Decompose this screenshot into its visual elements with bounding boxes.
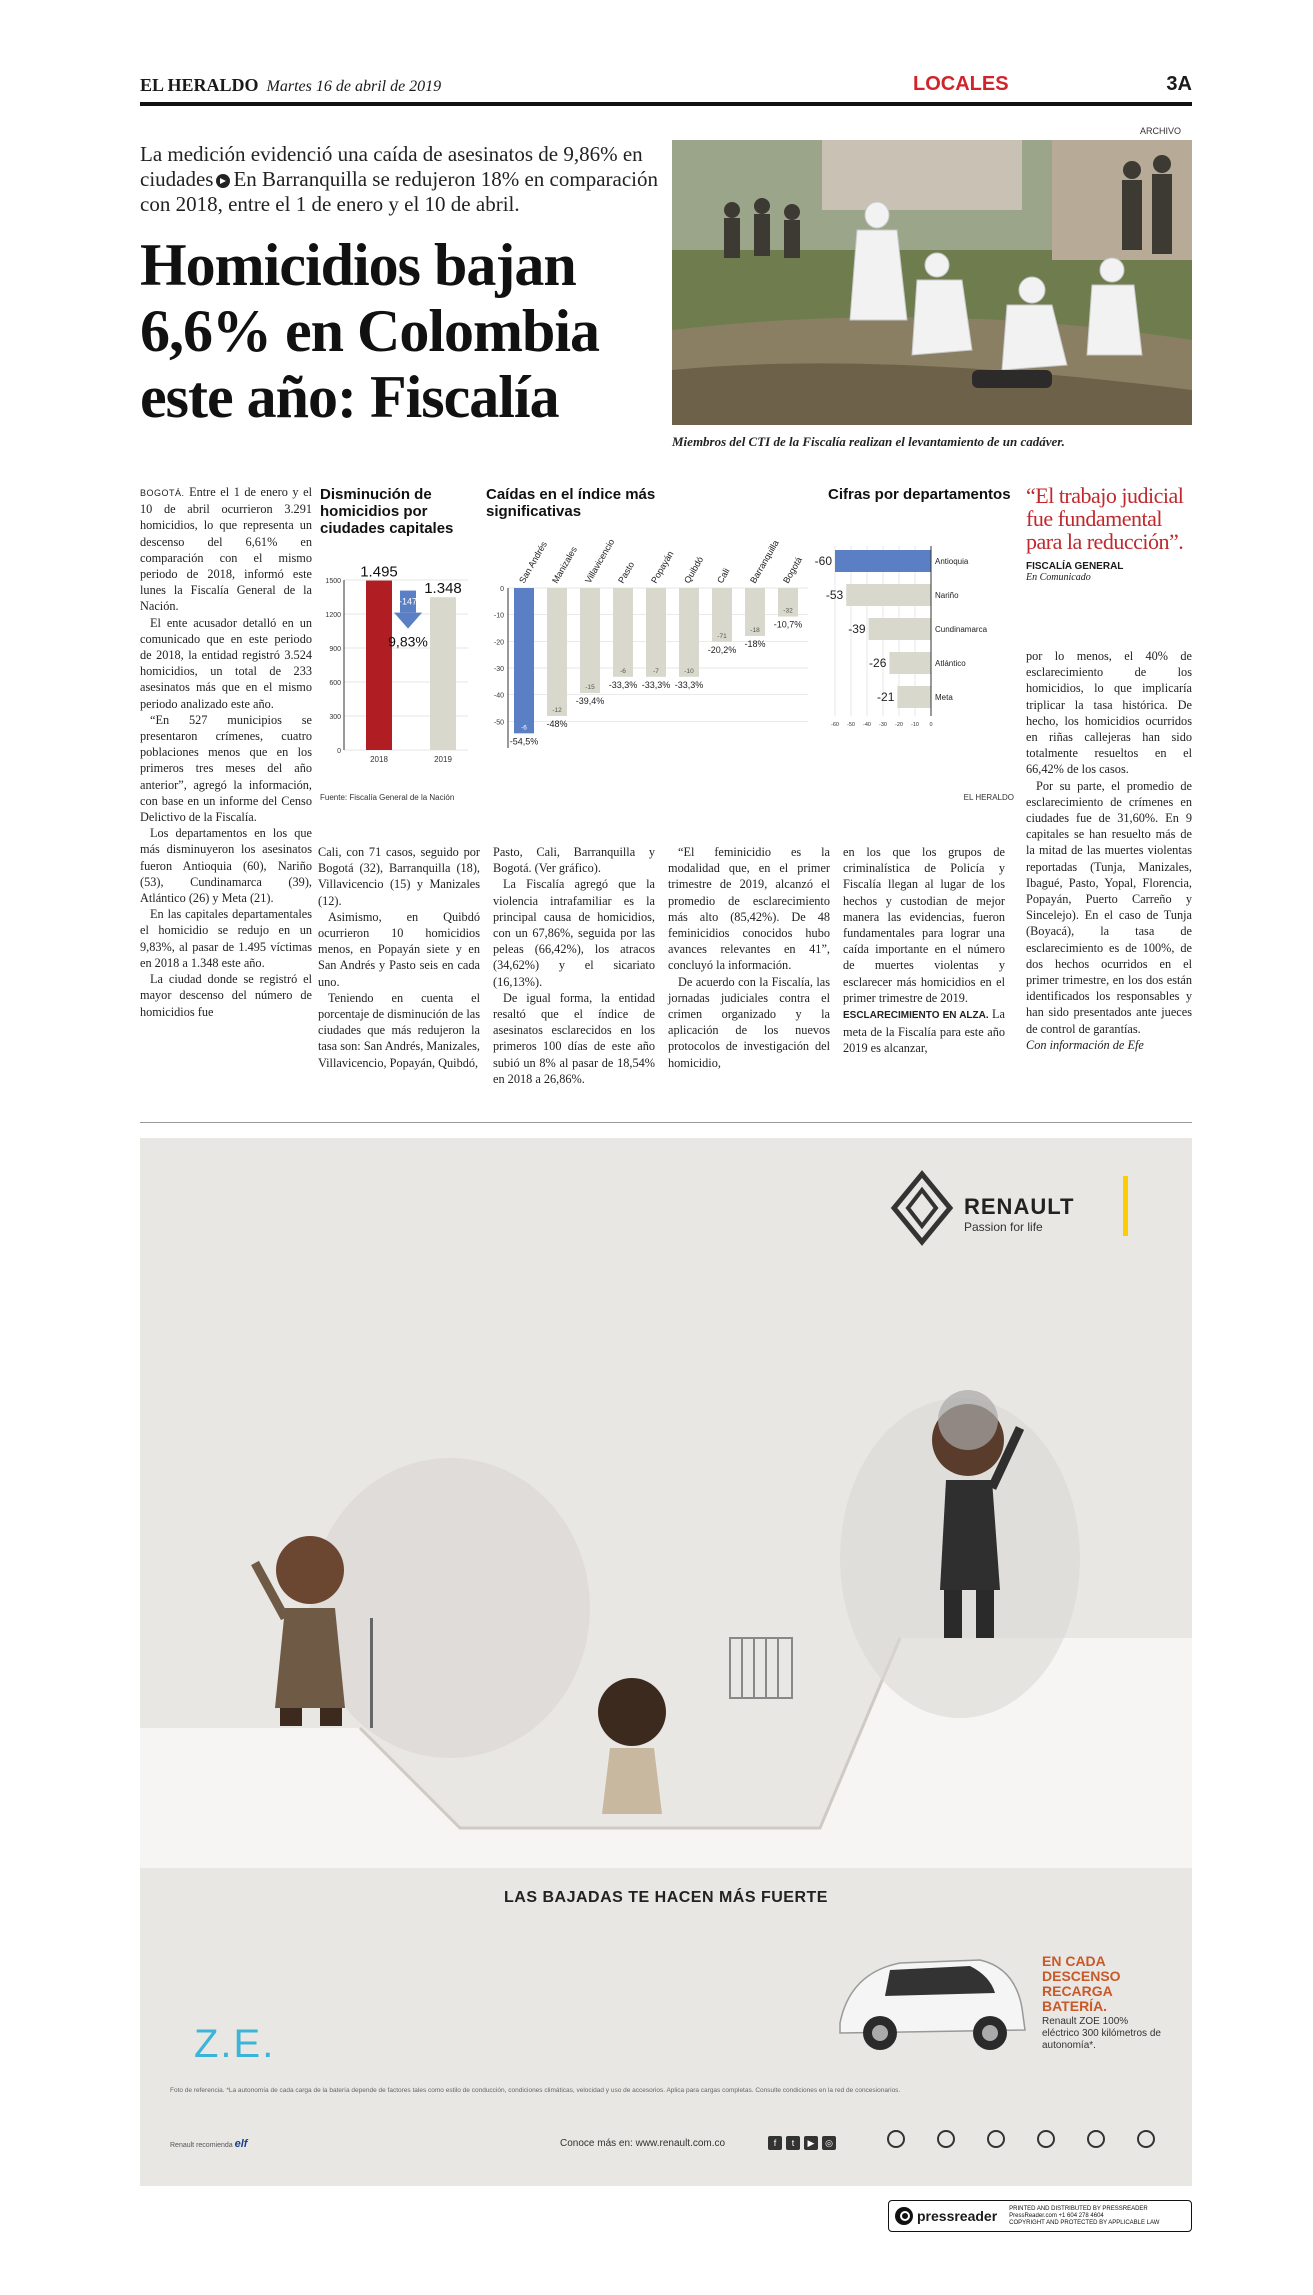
elf-logo: elf — [234, 2138, 248, 2150]
x-tick-label: 2019 — [434, 755, 452, 764]
twitter-icon: t — [786, 2136, 800, 2150]
bar-count-label: -12 — [552, 707, 562, 714]
renault-advertisement — [140, 1138, 1192, 2186]
article-paragraph: El ente acusador detalló en un comunicado que en este periodo de 2018, la entidad registró 3.524 homicidios, un total de 233 asesinatos más que en el mismo periodo analizado este año. — [140, 615, 312, 711]
chart-capitales — [318, 550, 478, 790]
road-safety-seals — [880, 2130, 1162, 2168]
article-paragraph: De acuerdo con la Fiscalía, las jornadas judiciales contra el crimen organizado y la aplicación de los nuevos protocolos de investigación del homicidio, — [668, 974, 830, 1070]
pressreader-logo: pressreader — [895, 2207, 997, 2225]
bar-count-label: -32 — [783, 607, 793, 615]
brand-accent-bar — [1123, 1176, 1128, 1236]
ad-tagline: Passion for life — [964, 1220, 1043, 1234]
infographic — [318, 486, 1018, 806]
article-column-4 — [668, 844, 830, 1071]
pull-quote-subtitle: En Comunicado — [1026, 572, 1091, 583]
bar-count-label: -10 — [684, 667, 694, 675]
bar-value-label: 1.495 — [360, 563, 398, 581]
bar-value-label: -21 — [877, 690, 895, 704]
article-paragraph: por lo menos, el 40% de esclarecimiento de los homicidios, lo que implicaría triplicar la tasa histórica. De hecho, los homicidios ocurridos en riñas callejeras han sido totalmente resueltos en el 66,42% de los casos. — [1026, 649, 1192, 777]
lead-part-2: En Barranquilla se redujeron 18% en comparación con 2018, entre el 1 de enero y el 10 de abril. — [140, 167, 658, 216]
x-tick-label: 2018 — [370, 755, 388, 764]
article-paragraph: Los departamentos en los que más disminuyeron los asesinatos fueron Antioquia (60), Nariño (53), Cundinamarca (39), Atlántico (26) y Meta (21). — [140, 826, 312, 906]
pull-quote-source: FISCALÍA GENERAL — [1026, 561, 1124, 572]
bar-count-label: -7 — [653, 667, 659, 675]
chart-caidas — [478, 522, 818, 792]
social-icons — [768, 2136, 836, 2150]
bar — [897, 686, 931, 708]
x-tick-label: -30 — [879, 722, 887, 728]
bar — [580, 588, 600, 693]
article-paragraph: Asimismo, en Quibdó ocurrieron 10 homicidios menos, en Popayán siete y en San Andrés y Pasto seis en cada uno. — [318, 909, 480, 989]
x-tick-label: Quibdó — [682, 554, 706, 585]
bar-count-label: -6 — [620, 667, 626, 675]
y-tick-label: 600 — [329, 680, 341, 687]
subhead: ESCLARECIMIENTO EN ALZA. — [843, 1010, 989, 1022]
x-tick-label: Barranquilla — [748, 538, 781, 585]
y-tick-label: -30 — [493, 666, 504, 673]
lead-summary — [140, 142, 660, 217]
category-label: Antioquia — [935, 557, 969, 566]
ad-promo: EN CADA DESCENSO RECARGA BATERÍA. — [1042, 1953, 1121, 2014]
infographic-credit: EL HERALDO — [963, 793, 1014, 802]
decrease-arrow-icon — [394, 613, 422, 629]
article-paragraph: Cali, con 71 casos, seguido por Bogotá (32), Barranquilla (18), Villavicencio (15) y Manizales (12). — [318, 845, 480, 908]
article-paragraph: Pasto, Cali, Barranquilla y Bogotá. (Ver gráfico). — [493, 845, 655, 876]
y-tick-label: -10 — [493, 612, 504, 620]
section-name: LOCALES — [913, 73, 1009, 95]
article-paragraph: Teniendo en cuenta el porcentaje de disminución de las ciudades que más redujeron la tasa son: San Andrés, Manizales, Villavicencio, Popayán, Quibdó, — [318, 990, 480, 1070]
seal-icon — [880, 2130, 912, 2168]
bar-percent-label: -18% — [744, 639, 766, 649]
pressreader-stamp — [888, 2200, 1192, 2232]
seal-icon — [1080, 2130, 1112, 2168]
bar-value-label: -60 — [814, 554, 832, 568]
infographic-source: Fuente: Fiscalía General de la Nación — [320, 793, 455, 802]
article-column-3 — [493, 844, 655, 1087]
newspaper-name: EL HERALDO — [140, 75, 259, 95]
x-tick-label: Manizales — [550, 544, 579, 585]
y-tick-label: -50 — [493, 719, 504, 727]
category-label: Meta — [935, 693, 953, 702]
bar-percent-label: -33,3% — [674, 679, 704, 690]
instagram-icon: ◎ — [822, 2136, 836, 2150]
article-paragraph: en los que los grupos de criminalística de Policía y Fiscalía llegan al lugar de los hechos y custodian de mejor manera las evidencias, fueron fundamentales para lograr una caída importante en el número de muertes violentas y esclarecer más homicidios en el primer trimestre de 2019. — [843, 845, 1005, 1005]
bar-value-label: -26 — [869, 656, 887, 670]
ad-slogan: LAS BAJADAS TE HACEN MÁS FUERTE — [504, 1889, 828, 1906]
dateline: BOGOTÁ. — [140, 488, 185, 498]
issue-date: Martes 16 de abril de 2019 — [266, 78, 442, 95]
y-tick-label: 1200 — [325, 612, 341, 619]
bar — [679, 588, 699, 677]
photo-caption: Miembros del CTI de la Fiscalía realizan el levantamiento de un cadáver. — [672, 434, 1065, 449]
x-tick-label: -60 — [831, 722, 839, 728]
y-tick-label: 300 — [329, 714, 341, 721]
article-paragraph: De igual forma, la entidad resaltó que el índice de asesinatos esclarecidos en los primeros 100 días de este año subió un 8% al pasar de 18,54% en 2018 a 26,86%. — [493, 990, 655, 1086]
pull-quote-text: “El trabajo judicial fue fundamental para la reducción”. — [1026, 483, 1184, 554]
renault-zoe-car — [830, 1938, 1030, 2058]
y-tick-label: -20 — [493, 639, 504, 647]
article-paragraph: ESCLARECIMIENTO EN ALZA. La meta de la Fiscalía para este año 2019 es alcanzar, — [843, 1007, 1005, 1056]
bar-percent-label: -33,3% — [641, 679, 671, 690]
decrease-percent-label: 9,83% — [388, 633, 428, 650]
bar-count-label: -18 — [750, 627, 760, 634]
seal-icon — [1130, 2130, 1162, 2168]
crime-scene-illustration — [672, 140, 1192, 425]
x-tick-label: Villavicencio — [583, 537, 617, 585]
y-tick-label: 900 — [329, 646, 341, 653]
bar-count-label: -71 — [717, 632, 727, 640]
bar — [646, 588, 666, 677]
article-paragraph: “El feminicidio es la modalidad que, en el primer trimestre de 2019, alcanzó el promedio de esclarecimiento más alto (85,42%). De 48 feminicidios conocidos hubo avances relevantes en 41”, concluyó la información. — [668, 845, 830, 973]
y-tick-label: 1500 — [325, 578, 341, 585]
news-photo — [672, 140, 1192, 425]
bar-value-label: -53 — [825, 588, 844, 602]
arrow-bullet-icon — [216, 174, 230, 188]
bar-percent-label: -39,4% — [575, 696, 605, 707]
chart1-title: Disminución de homicidios por ciudades capitales — [320, 486, 454, 537]
ad-illustration — [140, 1308, 1192, 1868]
y-tick-label: 0 — [337, 748, 341, 755]
bar — [846, 584, 931, 606]
bar-value-label: -39 — [848, 622, 866, 636]
x-tick-label: Popayán — [649, 549, 676, 585]
article-paragraph: La Fiscalía agregó que la violencia intrafamiliar es la principal causa de homicidios, con un 67,86%, seguida por las peleas (66,42%), los atracos (34,62%) y el sicariato (16,13%). — [493, 877, 655, 989]
x-tick-label: 0 — [929, 722, 933, 728]
headline: Homicidios bajan 6,6% en Colombia este año: Fiscalía — [140, 232, 600, 430]
article-paragraph: BOGOTÁ. Entre el 1 de enero y el 10 de abril ocurrieron 3.291 homicidios, lo que representa un descenso del 6,61% en comparación con el mismo periodo de 2018, informó este lunes la Fiscalía General de la Nación. — [140, 485, 312, 614]
lead-part-1: La medición evidenció una caída de asesinatos de 9,86% en ciudades — [140, 142, 643, 191]
bar-count-label: -15 — [585, 684, 595, 692]
pull-quote — [1026, 484, 1192, 583]
article-column-5 — [843, 844, 1005, 1057]
article-paragraph: “En 527 municipios se presentaron crímenes, cuatro poblaciones menos que en los primeros tres meses del año anterior”, agregó la información, con base en un informe del Censo Delictivo de la Fiscalía. — [140, 712, 312, 825]
article-column-1 — [140, 484, 312, 1020]
bar-percent-label: -33,3% — [608, 679, 638, 690]
pressreader-icon — [895, 2207, 913, 2225]
x-tick-label: Pasto — [616, 560, 637, 585]
seal-icon — [930, 2130, 962, 2168]
figure-center — [598, 1638, 792, 1814]
chart2-title: Caídas en el índice más significativas — [486, 486, 656, 520]
seal-icon — [1030, 2130, 1062, 2168]
bar — [869, 618, 931, 640]
youtube-icon: ▶ — [804, 2136, 818, 2150]
seal-icon — [980, 2130, 1012, 2168]
renault-logo-icon — [892, 1172, 952, 1244]
x-tick-label: -40 — [863, 722, 871, 728]
ze-logo: Z.E. — [194, 2022, 276, 2066]
x-tick-label: -50 — [847, 722, 855, 728]
pressreader-notice: PRINTED AND DISTRIBUTED BY PRESSREADER PressReader.com +1 604 278 4604 COPYRIGHT AND PROTECTED BY APPLICABLE LAW — [1009, 2205, 1160, 2226]
chart3-title: Cifras por departamentos — [828, 486, 1011, 503]
bar-value-label: 1.348 — [424, 580, 462, 598]
x-tick-label: Cali — [715, 566, 732, 585]
y-tick-label: 0 — [500, 586, 504, 593]
bar — [835, 550, 931, 572]
bar — [889, 652, 931, 674]
ad-website: Conoce más en: www.renault.com.co — [560, 2138, 726, 2149]
bar — [366, 581, 392, 750]
article-paragraph: Por su parte, el promedio de esclarecimiento de crímenes en ciudades fue de 31,60%. En 9 capitales se han resuelto más de la mitad de las muertes violentas reportadas (Tunja, Manizales, Ibagué, Pasto, Yopal, Florencia, Popayán, Puerto Carreño y Sincelejo). En el caso de Tunja (Boyacá), la tasa de esclarecimiento es de 100%, de dos hechos ocurridos en el primer trimestre, en los dos están identificados los responsables y han sido presentados ante jueces de control de garantías. — [1026, 778, 1192, 1036]
page-number: 3A — [1166, 73, 1192, 95]
category-label: Cundinamarca — [935, 625, 988, 634]
bar — [430, 597, 456, 750]
article-column-6 — [1026, 648, 1192, 1053]
bar — [547, 588, 567, 716]
facebook-icon: f — [768, 2136, 782, 2150]
decrease-value-label: -147 — [398, 596, 418, 607]
ad-promo-detail: Renault ZOE 100% eléctrico 300 kilómetros de autonomía*. — [1042, 2016, 1161, 2051]
bar-percent-label: -54,5% — [509, 736, 539, 747]
article-credit: Con información de Efe — [1026, 1037, 1144, 1052]
category-label: Nariño — [935, 591, 959, 600]
x-tick-label: -10 — [911, 722, 919, 728]
photo-credit: ARCHIVO — [1140, 126, 1182, 136]
article-paragraph: La ciudad donde se registró el mayor descenso del número de homicidios fue — [140, 972, 312, 1019]
x-tick-label: -20 — [895, 722, 903, 728]
ad-brand: RENAULT — [964, 1194, 1075, 1219]
section-divider — [140, 1122, 1192, 1123]
bar — [514, 588, 534, 733]
x-tick-label: San Andrés — [517, 539, 550, 585]
bar — [613, 588, 633, 677]
y-tick-label: -40 — [493, 692, 504, 700]
masthead — [140, 70, 1192, 106]
bar-percent-label: -48% — [546, 719, 568, 729]
ad-fine-print: Foto de referencia. *La autonomía de cada carga de la batería depende de factores tales como estilo de conducción, condiciones climáticas, velocidad y uso de accesorios. Aplica para cargas completas. Consulte condiciones en la red de concesionarios. — [170, 2087, 901, 2094]
elf-recommendation: Renault recomienda elf — [170, 2138, 248, 2150]
chart-departamentos — [814, 536, 1013, 776]
article-column-2 — [318, 844, 480, 1071]
category-label: Atlántico — [935, 659, 966, 668]
x-tick-label: Bogotá — [781, 555, 804, 585]
bar-count-label: -6 — [521, 724, 527, 732]
article-paragraph: En las capitales departamentales el homicidio se redujo en un 9,83%, al pasar de 1.495 víctimas en 2018 a 1.348 este año. — [140, 907, 312, 970]
bar-percent-label: -10,7% — [773, 619, 803, 630]
bar-percent-label: -20,2% — [707, 644, 737, 655]
